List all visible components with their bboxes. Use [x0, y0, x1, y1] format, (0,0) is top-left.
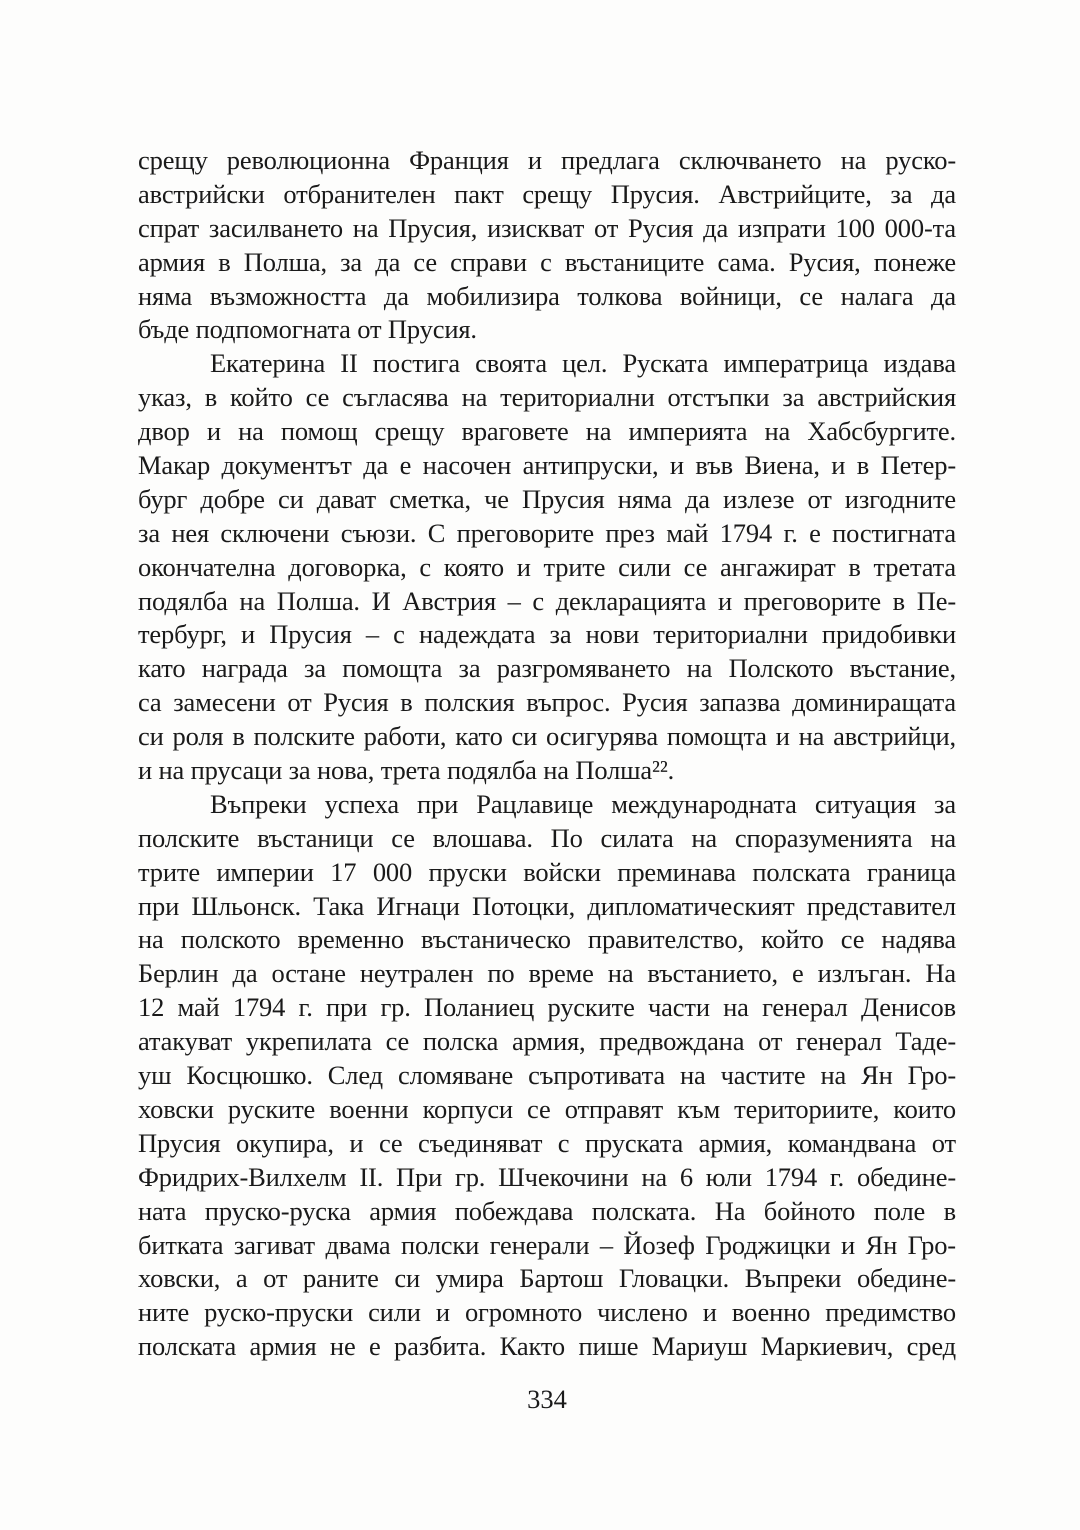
text-line-content: указ, в който се съгласява на териториални отстъпки за австрийския [138, 382, 956, 413]
text-line [138, 1195, 956, 1229]
text-line-content: на полското временно въстаническо правителство, който се надява [138, 924, 956, 955]
text-line-content: и на прусаци за нова, трета подялба на Полша²². [138, 755, 675, 786]
text-line [138, 1161, 956, 1195]
text-line [138, 720, 956, 754]
text-line [138, 1229, 956, 1263]
paragraph [138, 347, 956, 788]
text-line [138, 754, 956, 788]
text-line [138, 1262, 956, 1296]
text-line [138, 618, 956, 652]
text-line-content: тербург, и Прусия – с надеждата за нови териториални придобивки [138, 619, 956, 650]
text-line-content: армия в Полша, за да се справи с въстаниците сама. Русия, понеже [138, 246, 956, 277]
paragraph [138, 144, 956, 347]
text-line-content: бъде подпомогната от Прусия. [138, 314, 477, 345]
text-line-content: при Шльонск. Така Игнаци Потоцки, дипломатическият представител [138, 890, 956, 921]
text-line [138, 991, 956, 1025]
text-line-content: ховски, а от раните си умира Бартош Гловацки. Въпреки обедине- [138, 1263, 956, 1294]
text-line-content: полските въстаници се влошава. По силата на споразуменията на [138, 822, 956, 853]
text-line-content: окончателна договорка, с която и трите сили се ангажират в третата [138, 551, 956, 582]
text-line-content: трите империи 17 000 пруски войски преминава полската граница [138, 856, 956, 887]
text-line-content: битката загиват двама полски генерали – Йозеф Гроджицки и Ян Гро- [138, 1229, 956, 1260]
text-line [138, 652, 956, 686]
text-line [138, 822, 956, 856]
text-line [138, 1127, 956, 1161]
text-line-content: австрийски отбранителен пакт срещу Прусия. Австрийците, за да [138, 178, 956, 209]
text-line-content: Екатерина II постига своята цел. Руската императрица издава [210, 348, 956, 379]
text-line-content: полската армия не е разбита. Както пише Мариуш Маркиевич, сред [138, 1331, 956, 1362]
text-line [138, 381, 956, 415]
text-line-content: ната пруско-руска армия побеждава полската. На бойното поле в [138, 1195, 956, 1226]
text-line-content: Фридрих-Вилхелм II. При гр. Шчекочини на 6 юли 1794 г. обедине- [138, 1161, 956, 1192]
text-line-content: Берлин да остане неутрален по време на въстанието, е излъган. На [138, 958, 956, 989]
text-line [138, 178, 956, 212]
text-line [138, 517, 956, 551]
text-line-content: спрат засилването на Прусия, изискват от Русия да изпрати 100 000-та [138, 212, 956, 243]
text-line [138, 449, 956, 483]
text-line-content: Прусия окупира, и се съединяват с пруската армия, командвана от [138, 1127, 956, 1158]
text-line-content: Макар документът да е насочен антипруски, и във Виена, и в Петер- [138, 450, 956, 481]
text-line [138, 415, 956, 449]
text-block [138, 144, 956, 1364]
text-line [138, 686, 956, 720]
text-line [138, 246, 956, 280]
paragraph [138, 788, 956, 1364]
text-line [138, 856, 956, 890]
text-line-content: двор и на помощ срещу враговете на империята на Хабсбургите. [138, 416, 956, 447]
text-line [138, 313, 956, 347]
text-line-content: 12 май 1794 г. при гр. Поланиец руските части на генерал Денисов [138, 992, 956, 1023]
text-line [138, 957, 956, 991]
text-line-content: атакуват укрепилата се полска армия, предвождана от генерал Таде- [138, 1026, 956, 1057]
text-line [138, 144, 956, 178]
text-line-content: като награда за помощта за разгромяването на Полското въстание, [138, 653, 956, 684]
text-line [138, 483, 956, 517]
text-line-content: уш Косцюшко. След сломяване съпротивата на частите на Ян Гро- [138, 1060, 956, 1091]
text-line-content: за нея сключени съюзи. С преговорите през май 1794 г. е постигната [138, 517, 956, 548]
text-line [138, 1059, 956, 1093]
text-line-content: подялба на Полша. И Австрия – с декларацията и преговорите в Пе- [138, 585, 956, 616]
text-line-content: ховски руските военни корпуси се отправят към териториите, които [138, 1093, 956, 1124]
page-number: 334 [527, 1384, 567, 1414]
text-line [138, 212, 956, 246]
text-line [138, 890, 956, 924]
text-line [138, 788, 956, 822]
text-line [138, 585, 956, 619]
text-line [138, 551, 956, 585]
text-line-content: няма възможността да мобилизира толкова войници, се налага да [138, 280, 956, 311]
text-line-content: са замесени от Русия в полския въпрос. Русия запазва доминиращата [138, 687, 956, 718]
text-line-content: Въпреки успеха при Рацлавице международната ситуация за [210, 788, 956, 819]
text-line-content: срещу революционна Франция и предлага сключването на руско- [138, 145, 956, 175]
text-line [138, 347, 956, 381]
text-line-content: ните руско-пруски сили и огромното числено и военно предимство [138, 1297, 956, 1328]
text-line [138, 280, 956, 314]
text-line [138, 1296, 956, 1330]
text-line [138, 1330, 956, 1364]
text-line [138, 1093, 956, 1127]
text-line [138, 923, 956, 957]
text-line [138, 1025, 956, 1059]
text-line-content: бург добре си дават сметка, че Прусия няма да излезе от изгодните [138, 483, 956, 514]
text-line-content: си роля в полските работи, като си осигурява помощта и на австрийци, [138, 721, 956, 752]
